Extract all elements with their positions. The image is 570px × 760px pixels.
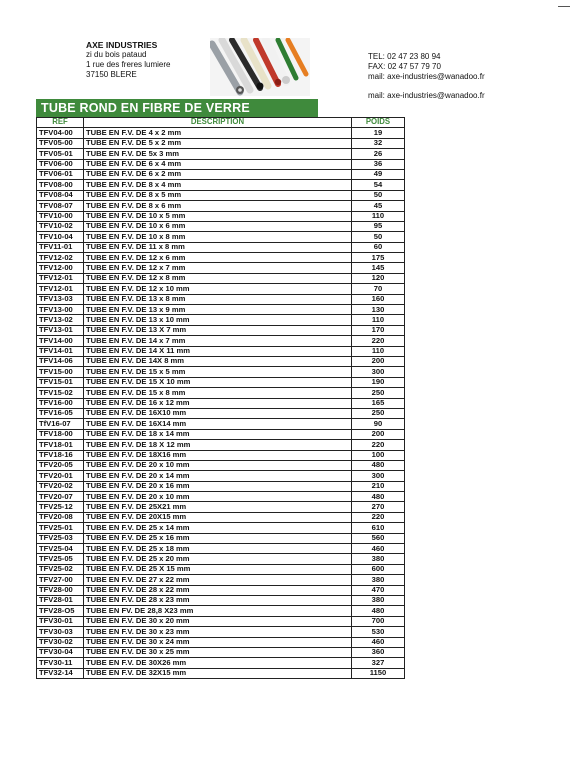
cell-description: TUBE EN F.V. DE 25 x 14 mm <box>84 523 352 533</box>
table-row <box>37 492 405 502</box>
cell-ref: TFV30-02 <box>37 637 84 647</box>
cell-description: TUBE EN F.V. DE 12 x 10 mm <box>84 284 352 294</box>
table-row <box>37 294 405 304</box>
cell-poids: 54 <box>352 180 405 190</box>
cell-ref: TFV12-02 <box>37 253 84 263</box>
cell-ref: TFV25-03 <box>37 533 84 543</box>
cell-poids: 530 <box>352 627 405 637</box>
cell-description: TUBE EN F.V. DE 13 X 7 mm <box>84 325 352 335</box>
cell-description: TUBE EN F.V. DE 25X21 mm <box>84 502 352 512</box>
cell-ref: TFV18-01 <box>37 440 84 450</box>
cell-poids: 460 <box>352 544 405 554</box>
table-row <box>37 169 405 179</box>
cell-poids: 175 <box>352 253 405 263</box>
table-row <box>37 595 405 605</box>
cell-description: TUBE EN F.V. DE 11 x 8 mm <box>84 242 352 252</box>
cell-description: TUBE EN F.V. DE 10 x 8 mm <box>84 232 352 242</box>
cell-poids: 700 <box>352 616 405 626</box>
cell-ref: TFV06-01 <box>37 169 84 179</box>
cell-description: TUBE EN F.V. DE 5 x 2 mm <box>84 138 352 148</box>
cell-poids: 300 <box>352 367 405 377</box>
cell-poids: 165 <box>352 398 405 408</box>
cell-ref: TFV06-00 <box>37 159 84 169</box>
cell-ref: TFV25-05 <box>37 554 84 564</box>
table-row <box>37 388 405 398</box>
table-row <box>37 315 405 325</box>
table-row <box>37 585 405 595</box>
cell-poids: 26 <box>352 149 405 159</box>
cell-ref: TFV18-16 <box>37 450 84 460</box>
cell-ref: TFV20-07 <box>37 492 84 502</box>
cell-poids: 200 <box>352 429 405 439</box>
cell-poids: 300 <box>352 471 405 481</box>
table-row <box>37 460 405 470</box>
cell-description: TUBE EN F.V. DE 20 x 10 mm <box>84 460 352 470</box>
cell-poids: 145 <box>352 263 405 273</box>
cell-poids: 220 <box>352 440 405 450</box>
cell-ref: TFV20-08 <box>37 512 84 522</box>
cell-ref: TFV14-00 <box>37 336 84 346</box>
cell-description: TUBE EN F.V. DE 12 x 6 mm <box>84 253 352 263</box>
cell-ref: TFV25-02 <box>37 564 84 574</box>
table-row <box>37 149 405 159</box>
cell-description: TUBE EN F.V. DE 28 x 23 mm <box>84 595 352 605</box>
cell-ref: TFV13-03 <box>37 294 84 304</box>
cell-ref: TFV14-01 <box>37 346 84 356</box>
cell-ref: TFV20-01 <box>37 471 84 481</box>
cell-ref: TFV30-04 <box>37 647 84 657</box>
cell-ref: TFV12-00 <box>37 263 84 273</box>
table-row <box>37 273 405 283</box>
cell-poids: 1150 <box>352 668 405 678</box>
cell-poids: 200 <box>352 356 405 366</box>
cell-description: TUBE EN F.V. DE 30X26 mm <box>84 658 352 668</box>
cell-poids: 220 <box>352 512 405 522</box>
cell-poids: 100 <box>352 450 405 460</box>
table-row <box>37 408 405 418</box>
company-address-line1: zi du bois pataud <box>86 50 147 59</box>
cell-ref: TFV13-02 <box>37 315 84 325</box>
cell-poids: 110 <box>352 211 405 221</box>
cell-description: TUBE EN F.V. DE 30 x 24 mm <box>84 637 352 647</box>
company-block <box>86 40 170 80</box>
table-row <box>37 253 405 263</box>
cell-description: TUBE EN F.V. DE 16X14 mm <box>84 419 352 429</box>
table-row <box>37 481 405 491</box>
table-row <box>37 232 405 242</box>
cell-poids: 460 <box>352 637 405 647</box>
cell-ref: TFV18-00 <box>37 429 84 439</box>
table-row <box>37 128 405 138</box>
cell-ref: TFV28-00 <box>37 585 84 595</box>
cell-description: TUBE EN F.V. DE 15 x 5 mm <box>84 367 352 377</box>
cell-description: TUBE EN F.V. DE 20 x 10 mm <box>84 492 352 502</box>
cell-ref: TFV30-03 <box>37 627 84 637</box>
cell-ref: TFV05-00 <box>37 138 84 148</box>
cell-ref: TFV08-00 <box>37 180 84 190</box>
cell-poids: 250 <box>352 388 405 398</box>
table-row <box>37 647 405 657</box>
cell-ref: TFV13-00 <box>37 305 84 315</box>
cell-poids: 380 <box>352 554 405 564</box>
cell-poids: 470 <box>352 585 405 595</box>
cell-ref: TFV20-02 <box>37 481 84 491</box>
table-row <box>37 138 405 148</box>
cell-poids: 110 <box>352 315 405 325</box>
cell-ref: TFV04-00 <box>37 128 84 138</box>
table-row <box>37 564 405 574</box>
cell-description: TUBE EN F.V. DE 25 x 18 mm <box>84 544 352 554</box>
cell-poids: 270 <box>352 502 405 512</box>
table-row <box>37 398 405 408</box>
cell-description: TUBE EN F.V. DE 16X10 mm <box>84 408 352 418</box>
table-row <box>37 325 405 335</box>
cell-poids: 50 <box>352 232 405 242</box>
cell-ref: TFV16-00 <box>37 398 84 408</box>
cell-poids: 36 <box>352 159 405 169</box>
table-header-row <box>37 118 405 128</box>
cell-ref: TFV28-01 <box>37 595 84 605</box>
cell-poids: 480 <box>352 606 405 616</box>
cell-poids: 90 <box>352 419 405 429</box>
cell-description: TUBE EN F.V. DE 25 x 20 mm <box>84 554 352 564</box>
table-row <box>37 533 405 543</box>
cell-description: TUBE EN F.V. DE 15 x 8 mm <box>84 388 352 398</box>
cell-ref: TFV32-14 <box>37 668 84 678</box>
cell-poids: 600 <box>352 564 405 574</box>
cell-description: TUBE EN F.V. DE 13 x 8 mm <box>84 294 352 304</box>
table-row <box>37 502 405 512</box>
cell-poids: 95 <box>352 221 405 231</box>
cell-ref: TFV08-07 <box>37 201 84 211</box>
cell-poids: 32 <box>352 138 405 148</box>
cell-poids: 380 <box>352 575 405 585</box>
table-body <box>37 128 405 679</box>
table-row <box>37 201 405 211</box>
cell-description: TUBE EN F.V. DE 18X16 mm <box>84 450 352 460</box>
cell-ref: TFV20-05 <box>37 460 84 470</box>
cell-description: TUBE EN F.V. DE 13 x 9 mm <box>84 305 352 315</box>
table-row <box>37 554 405 564</box>
product-table <box>36 117 405 679</box>
cell-description: TUBE EN F.V. DE 14 X 11 mm <box>84 346 352 356</box>
cell-poids: 60 <box>352 242 405 252</box>
table-row <box>37 367 405 377</box>
table-row <box>37 377 405 387</box>
cell-ref: TFV10-04 <box>37 232 84 242</box>
cell-poids: 560 <box>352 533 405 543</box>
table-row <box>37 284 405 294</box>
table-row <box>37 606 405 616</box>
table-row <box>37 180 405 190</box>
cell-ref: TFV16-05 <box>37 408 84 418</box>
cell-poids: 250 <box>352 408 405 418</box>
cell-ref: TFV25-12 <box>37 502 84 512</box>
cell-ref: TFV25-01 <box>37 523 84 533</box>
cell-ref: TFV13-01 <box>37 325 84 335</box>
cell-description: TUBE EN F.V. DE 6 x 4 mm <box>84 159 352 169</box>
table-row <box>37 544 405 554</box>
cell-ref: TFV11-01 <box>37 242 84 252</box>
cell-ref: TFV15-00 <box>37 367 84 377</box>
cell-description: TUBE EN F.V. DE 12 x 8 mm <box>84 273 352 283</box>
cell-description: TUBE EN F.V. DE 18 X 12 mm <box>84 440 352 450</box>
contact-mail-secondary: mail: axe-industries@wanadoo.fr <box>368 90 485 100</box>
table-row <box>37 346 405 356</box>
company-address-line2: 1 rue des freres lumiere <box>86 60 171 69</box>
cell-poids: 49 <box>352 169 405 179</box>
cell-description: TUBE EN F.V. DE 12 x 7 mm <box>84 263 352 273</box>
contact-tel: TEL: 02 47 23 80 94 <box>368 52 441 61</box>
cell-ref: TFV05-01 <box>37 149 84 159</box>
cell-poids: 50 <box>352 190 405 200</box>
cell-poids: 70 <box>352 284 405 294</box>
table-row <box>37 668 405 678</box>
cell-description: TUBE EN F.V. DE 5x 3 mm <box>84 149 352 159</box>
cell-description: TUBE EN F.V. DE 10 x 6 mm <box>84 221 352 231</box>
company-name: AXE INDUSTRIES <box>86 40 158 50</box>
table-row <box>37 471 405 481</box>
cell-ref: TFV12-01 <box>37 284 84 294</box>
cell-poids: 190 <box>352 377 405 387</box>
table-row <box>37 575 405 585</box>
cell-poids: 380 <box>352 595 405 605</box>
table-row <box>37 356 405 366</box>
cell-ref: TFV10-02 <box>37 221 84 231</box>
cell-description: TUBE EN F.V. DE 28 x 22 mm <box>84 585 352 595</box>
cell-poids: 130 <box>352 305 405 315</box>
table-row <box>37 305 405 315</box>
table-row <box>37 336 405 346</box>
cell-description: TUBE EN F.V. DE 16 x 12 mm <box>84 398 352 408</box>
contact-fax: FAX: 02 47 57 79 70 <box>368 62 441 72</box>
cell-description: TUBE EN F.V. DE 20X15 mm <box>84 512 352 522</box>
cell-ref: TFV30-01 <box>37 616 84 626</box>
cell-ref: TFV12-01 <box>37 273 84 283</box>
cell-description: TUBE EN F.V. DE 10 x 5 mm <box>84 211 352 221</box>
cell-poids: 327 <box>352 658 405 668</box>
cell-poids: 220 <box>352 336 405 346</box>
table-row <box>37 637 405 647</box>
table-row <box>37 440 405 450</box>
cell-ref: TFV08-04 <box>37 190 84 200</box>
cell-poids: 480 <box>352 460 405 470</box>
table-row <box>37 616 405 626</box>
cell-poids: 210 <box>352 481 405 491</box>
cell-poids: 120 <box>352 273 405 283</box>
cell-ref: TFV27-00 <box>37 575 84 585</box>
table-row <box>37 523 405 533</box>
cell-description: TUBE EN F.V. DE 8 x 4 mm <box>84 180 352 190</box>
table-row <box>37 450 405 460</box>
cell-description: TUBE EN F.V. DE 8 x 5 mm <box>84 190 352 200</box>
table-row <box>37 159 405 169</box>
fiberglass-tubes-photo <box>210 38 310 96</box>
cell-description: TUBE EN F.V. DE 25 x 16 mm <box>84 533 352 543</box>
cell-description: TUBE EN F.V. DE 25 X 15 mm <box>84 564 352 574</box>
cell-description: TUBE EN F.V. DE 30 x 23 mm <box>84 627 352 637</box>
contact-mail: mail: axe-industries@wanadoo.fr <box>368 72 485 82</box>
cell-ref: TfV16-07 <box>37 419 84 429</box>
tubes-illustration <box>210 38 310 96</box>
company-address-line3: 37150 BLERE <box>86 70 137 79</box>
cell-ref: TFV28-O5 <box>37 606 84 616</box>
cell-description: TUBE EN F.V. DE 6 x 2 mm <box>84 169 352 179</box>
cell-ref: TFV15-02 <box>37 388 84 398</box>
cell-poids: 170 <box>352 325 405 335</box>
cell-description: TUBE EN F.V. DE 14 x 7 mm <box>84 336 352 346</box>
cell-description: TUBE EN F.V. DE 30 x 25 mm <box>84 647 352 657</box>
cell-ref: TFV30-11 <box>37 658 84 668</box>
cell-description: TUBE EN F.V. DE 13 x 10 mm <box>84 315 352 325</box>
cell-description: TUBE EN F.V. DE 18 x 14 mm <box>84 429 352 439</box>
column-header-poids: POIDS <box>352 118 405 128</box>
table-row <box>37 419 405 429</box>
cell-poids: 480 <box>352 492 405 502</box>
cell-description: TUBE EN F.V. DE 15 X 10 mm <box>84 377 352 387</box>
cell-description: TUBE EN FV. DE 28,8 X23 mm <box>84 606 352 616</box>
scan-edge-mark <box>558 6 570 7</box>
cell-description: TUBE EN F.V. DE 20 x 14 mm <box>84 471 352 481</box>
table-row <box>37 211 405 221</box>
table-row <box>37 221 405 231</box>
cell-description: TUBE EN F.V. DE 14X 8 mm <box>84 356 352 366</box>
cell-description: TUBE EN F.V. DE 20 x 16 mm <box>84 481 352 491</box>
cell-poids: 19 <box>352 128 405 138</box>
cell-ref: TFV14-06 <box>37 356 84 366</box>
cell-poids: 360 <box>352 647 405 657</box>
cell-description: TUBE EN F.V. DE 32X15 mm <box>84 668 352 678</box>
contact-block <box>368 52 485 101</box>
cell-description: TUBE EN F.V. DE 4 x 2 mm <box>84 128 352 138</box>
column-header-ref: REF <box>37 118 84 128</box>
column-header-description: DESCRIPTION <box>84 118 352 128</box>
cell-description: TUBE EN F.V. DE 30 x 20 mm <box>84 616 352 626</box>
cell-ref: TFV10-00 <box>37 211 84 221</box>
cell-poids: 610 <box>352 523 405 533</box>
cell-ref: TFV25-04 <box>37 544 84 554</box>
table-row <box>37 190 405 200</box>
table-row <box>37 429 405 439</box>
cell-ref: TFV15-01 <box>37 377 84 387</box>
cell-poids: 110 <box>352 346 405 356</box>
table-row <box>37 263 405 273</box>
table-row <box>37 242 405 252</box>
cell-poids: 45 <box>352 201 405 211</box>
cell-description: TUBE EN F.V. DE 27 x 22 mm <box>84 575 352 585</box>
cell-poids: 160 <box>352 294 405 304</box>
table-row <box>37 627 405 637</box>
cell-description: TUBE EN F.V. DE 8 x 6 mm <box>84 201 352 211</box>
table-row <box>37 512 405 522</box>
page-title: TUBE ROND EN FIBRE DE VERRE <box>36 99 318 117</box>
table-row <box>37 658 405 668</box>
